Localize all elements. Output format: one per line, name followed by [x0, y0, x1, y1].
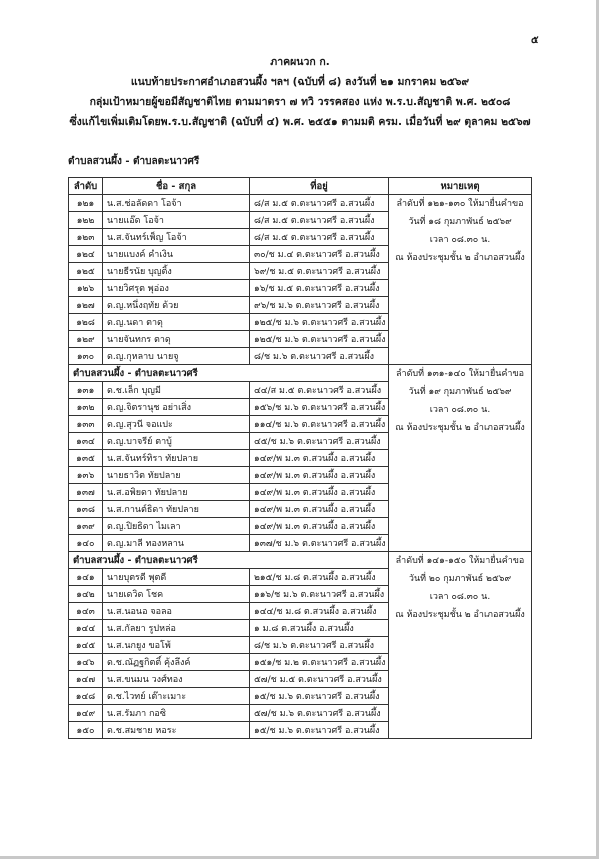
address-cell: ๑๖/ช ม.๕ ต.ตะนาวศรี อ.สวนผึ้ง	[250, 280, 389, 297]
table-header-row	[69, 178, 532, 195]
address-cell: ๑๔๙/พ ม.๓ ต.สวนผึ้ง อ.สวนผึ้ง	[250, 501, 389, 518]
address-cell: ๑๕/ช ม.๖ ต.ตะนาวศรี อ.สวนผึ้ง	[250, 722, 389, 739]
seq-cell: ๑๓๓	[69, 416, 103, 433]
name-cell: ด.ช.ไวทย์ เต๊าะเมาะ	[103, 688, 250, 705]
address-cell: ๓๐/ช ม.๔ ต.ตะนาวศรี อ.สวนผึ้ง	[250, 246, 389, 263]
name-cell: นายบุตรดี พุตดี	[103, 569, 250, 586]
seq-cell: ๑๓๗	[69, 484, 103, 501]
name-cell: นายแอ๊ด โอจ้า	[103, 212, 250, 229]
seq-cell: ๑๓๖	[69, 467, 103, 484]
seq-cell: ๑๓๔	[69, 433, 103, 450]
table-row	[69, 195, 532, 212]
seq-cell: ๑๔๒	[69, 586, 103, 603]
note-line: วันที่ ๒๐ กุมภาพันธ์ ๒๕๖๙	[408, 574, 512, 584]
seq-cell: ๑๒๖	[69, 280, 103, 297]
name-cell: ด.ญ.นดา ตาดุ	[103, 314, 250, 331]
name-cell: นายธีรนัย บุญติ้ง	[103, 263, 250, 280]
address-cell: ๘/ส ม.๕ ต.ตะนาวศรี อ.สวนผึ้ง	[250, 212, 389, 229]
address-cell: ๑๔๙/พ ม.๓ ต.สวนผึ้ง อ.สวนผึ้ง	[250, 467, 389, 484]
name-cell: ด.ญ.มาลี ทองหลาน	[103, 535, 250, 552]
address-cell: ๑๕/ช ม.๖ ต.ตะนาวศรี อ.สวนผึ้ง	[250, 688, 389, 705]
group-title-row	[69, 365, 532, 382]
address-cell: ๔๕/ช ม.๖ ต.ตะนาวศรี อ.สวนผึ้ง	[250, 433, 389, 450]
seq-cell: ๑๒๗	[69, 297, 103, 314]
col-header-address: ที่อยู่	[250, 178, 389, 195]
roster-table	[68, 177, 532, 739]
name-cell: ด.ญ.จิตรานุช อย่าเสิ่ง	[103, 399, 250, 416]
note-line: เวลา ๐๘.๓๐ น.	[429, 405, 491, 415]
note-line: ลำดับที่ ๑๒๑-๑๓๐ ให้มายื่นคำขอ	[396, 199, 524, 209]
seq-cell: ๑๒๓	[69, 229, 103, 246]
name-cell: ด.ญ.กุหลาบ นายจู	[103, 348, 250, 365]
name-cell: น.ส.กัลยา รูปหล่อ	[103, 620, 250, 637]
name-cell: นายแบงค์ คำเงิน	[103, 246, 250, 263]
seq-cell: ๑๔๙	[69, 705, 103, 722]
address-cell: ๑๓๗/ช ม.๖ ต.ตะนาวศรี อ.สวนผึ้ง	[250, 535, 389, 552]
note-line: ณ ห้องประชุมชั้น ๒ อำเภอสวนผึ้ง	[395, 610, 525, 620]
seq-cell: ๑๓๘	[69, 501, 103, 518]
name-cell: น.ส.นกยูง ขอโพ้	[103, 637, 250, 654]
name-cell: นายธาวิต ทัยปลาย	[103, 467, 250, 484]
seq-cell: ๑๒๕	[69, 263, 103, 280]
seq-cell: ๑๓๒	[69, 399, 103, 416]
seq-cell: ๑๓๑	[69, 382, 103, 399]
name-cell: ด.ช.สมชาย หอระ	[103, 722, 250, 739]
note-line: เวลา ๐๘.๓๐ น.	[429, 592, 491, 602]
header-line-2: กลุ่มเป้าหมายผู้ขอมีสัญชาติไทย ตามมาตรา ๗ ทวิ วรรคสอง แห่ง พ.ร.บ.สัญชาติ พ.ศ. ๒๕๐๘	[89, 96, 511, 108]
name-cell: ด.ช.เล็ก บุญมี	[103, 382, 250, 399]
address-cell: ๘/ส ม.๕ ต.ตะนาวศรี อ.สวนผึ้ง	[250, 195, 389, 212]
address-cell: ๑ ม.๘ ต.สวนผึ้ง อ.สวนผึ้ง	[250, 620, 389, 637]
seq-cell: ๑๕๐	[69, 722, 103, 739]
address-cell: ๑๔๙/พ ม.๓ ต.สวนผึ้ง อ.สวนผึ้ง	[250, 484, 389, 501]
address-cell: ๑๑๔/ช ม.๖ ต.ตะนาวศรี อ.สวนผึ้ง	[250, 416, 389, 433]
name-cell: น.ส.ขนมน วงศ์ทอง	[103, 671, 250, 688]
seq-cell: ๑๒๒	[69, 212, 103, 229]
name-cell: ด.ช.ณัฏฐกิตติ์ คุ้งลึงค์	[103, 654, 250, 671]
seq-cell: ๑๔๗	[69, 671, 103, 688]
note-line: วันที่ ๑๙ กุมภาพันธ์ ๒๕๖๙	[408, 387, 512, 397]
name-cell: ด.ญ.สุวนี จอแปะ	[103, 416, 250, 433]
seq-cell: ๑๓๐	[69, 348, 103, 365]
seq-cell: ๑๒๔	[69, 246, 103, 263]
address-cell: ๒๑๕/ช ม.๘ ต.สวนผึ้ง อ.สวนผึ้ง	[250, 569, 389, 586]
name-cell: นายวิศรุต พุอ่อง	[103, 280, 250, 297]
name-cell: ด.ญ.บาจรีย์ ตาบู้	[103, 433, 250, 450]
name-cell: นายเดวิด โชค	[103, 586, 250, 603]
name-cell: น.ส.อพิยดา ทัยปลาย	[103, 484, 250, 501]
name-cell: น.ส.จันทร์เพ็ญ โอจ้า	[103, 229, 250, 246]
address-cell: ๑๒๕/ช ม.๖ ต.ตะนาวศรี อ.สวนผึ้ง	[250, 331, 389, 348]
note-line: ลำดับที่ ๑๓๑-๑๔๐ ให้มายื่นคำขอ	[396, 369, 524, 379]
roster-body	[69, 195, 532, 739]
section-title: ตำบลสวนผึ้ง - ตำบลตะนาวศรี	[68, 156, 200, 167]
seq-cell: ๑๔๑	[69, 569, 103, 586]
name-cell: นายจันทกร ตาดุ	[103, 331, 250, 348]
address-cell: ๑๕๖/ช ม.๖ ต.ตะนาวศรี อ.สวนผึ้ง	[250, 399, 389, 416]
note-line: วันที่ ๑๘ กุมภาพันธ์ ๒๕๖๙	[408, 217, 512, 227]
name-cell: น.ส.จันทร์ทิรา ทัยปลาย	[103, 450, 250, 467]
address-cell: ๑๕๑/ช ม.๒ ต.ตะนาวศรี อ.สวนผึ้ง	[250, 654, 389, 671]
group-title: ตำบลสวนผึ้ง - ตำบลตะนาวศรี	[69, 365, 389, 382]
address-cell: ๕๗/ช ม.๖ ต.ตะนาวศรี อ.สวนผึ้ง	[250, 705, 389, 722]
group-note	[389, 195, 532, 365]
address-cell: ๕๗/ช ม.๕ ต.ตะนาวศรี อ.สวนผึ้ง	[250, 671, 389, 688]
address-cell: ๔๔/ส ม.๕ ต.ตะนาวศรี อ.สวนผึ้ง	[250, 382, 389, 399]
group-title-row	[69, 552, 532, 569]
group-note	[389, 552, 532, 739]
header-line-1: แนบท้ายประกาศอำเภอสวนผึ้ง ฯลฯ (ฉบับที่ ๘) ลงวันที่ ๒๑ มกราคม ๒๕๖๙	[130, 76, 470, 88]
seq-cell: ๑๔๓	[69, 603, 103, 620]
seq-cell: ๑๒๘	[69, 314, 103, 331]
address-cell: ๖๙/ช ม.๕ ต.ตะนาวศรี อ.สวนผึ้ง	[250, 263, 389, 280]
seq-cell: ๑๔๘	[69, 688, 103, 705]
address-cell: ๘/ช ม.๖ ต.ตะนาวศรี อ.สวนผึ้ง	[250, 637, 389, 654]
note-line: ลำดับที่ ๑๔๑-๑๕๐ ให้มายื่นคำขอ	[395, 556, 525, 566]
seq-cell: ๑๔๖	[69, 654, 103, 671]
note-line: ณ ห้องประชุมชั้น ๒ อำเภอสวนผึ้ง	[395, 423, 525, 433]
note-line: เวลา ๐๘.๓๐ น.	[429, 235, 491, 245]
note-line: ณ ห้องประชุมชั้น ๒ อำเภอสวนผึ้ง	[395, 253, 525, 263]
address-cell: ๑๔๙/พ ม.๓ ต.สวนผึ้ง อ.สวนผึ้ง	[250, 518, 389, 535]
group-title: ตำบลสวนผึ้ง - ตำบลตะนาวศรี	[69, 552, 389, 569]
header-line-3: ซึ่งแก้ไขเพิ่มเติมโดยพ.ร.บ.สัญชาติ (ฉบับที่ ๔) พ.ศ. ๒๕๕๑ ตามมติ ครม. เมื่อวันที่ ๒๙ ตุลาคม ๒๕๖๗	[69, 116, 531, 128]
page-number: ๕	[531, 35, 539, 46]
appendix-title: ภาคผนวก ก.	[270, 56, 330, 68]
address-cell: ๙๖/ช ม.๖ ต.ตะนาวศรี อ.สวนผึ้ง	[250, 297, 389, 314]
col-header-note: หมายเหตุ	[389, 178, 532, 195]
name-cell: ด.ญ.หนึ่งฤทัย ด้วย	[103, 297, 250, 314]
name-cell: น.ส.นอนอ จอลอ	[103, 603, 250, 620]
address-cell: ๑๔๔/ช ม.๘ ต.สวนผึ้ง อ.สวนผึ้ง	[250, 603, 389, 620]
seq-cell: ๑๔๕	[69, 637, 103, 654]
name-cell: ด.ญ.ปิยธิดา ไมเลา	[103, 518, 250, 535]
address-cell: ๘/ช ม.๖ ต.ตะนาวศรี อ.สวนผึ้ง	[250, 348, 389, 365]
seq-cell: ๑๓๕	[69, 450, 103, 467]
group-note	[389, 365, 532, 552]
seq-cell: ๑๔๐	[69, 535, 103, 552]
seq-cell: ๑๔๔	[69, 620, 103, 637]
seq-cell: ๑๓๙	[69, 518, 103, 535]
col-header-seq: ลำดับ	[69, 178, 103, 195]
seq-cell: ๑๒๙	[69, 331, 103, 348]
address-cell: ๘/ส ม.๕ ต.ตะนาวศรี อ.สวนผึ้ง	[250, 229, 389, 246]
address-cell: ๑๔๙/พ ม.๓ ต.สวนผึ้ง อ.สวนผึ้ง	[250, 450, 389, 467]
address-cell: ๑๑๖/ช ม.๖ ต.ตะนาวศรี อ.สวนผึ้ง	[250, 586, 389, 603]
address-cell: ๑๒๕/ช ม.๖ ต.ตะนาวศรี อ.สวนผึ้ง	[250, 314, 389, 331]
name-cell: น.ส.รัมภา กอซิ	[103, 705, 250, 722]
col-header-name: ชื่อ - สกุล	[103, 178, 250, 195]
name-cell: น.ส.กานต์ธิดา ทัยปลาย	[103, 501, 250, 518]
seq-cell: ๑๒๑	[69, 195, 103, 212]
name-cell: น.ส.ช่อลัดดา โอจ้า	[103, 195, 250, 212]
